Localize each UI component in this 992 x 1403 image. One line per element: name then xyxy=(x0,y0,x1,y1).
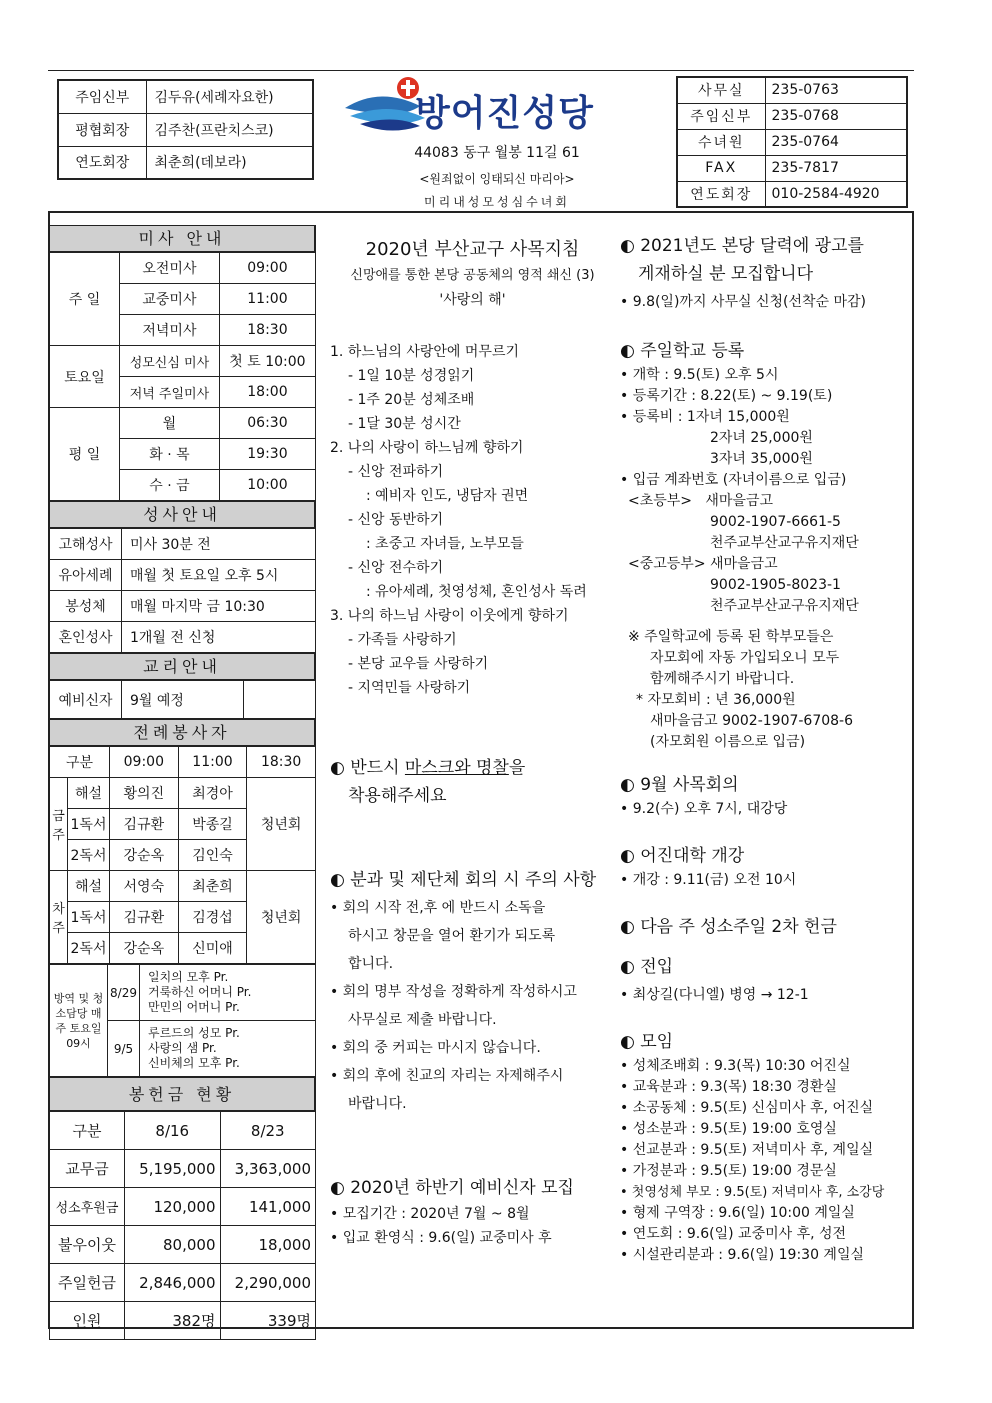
value: 235-0764 xyxy=(765,129,907,155)
church-name: 방어진성당 xyxy=(415,93,594,134)
cell: 오전미사 xyxy=(120,253,220,284)
meeting-title: ◐ 분과 및 제단체 회의 시 주의 사항 xyxy=(330,870,597,890)
cell: 해설 xyxy=(68,871,110,902)
cell: 최경아 xyxy=(178,778,247,809)
cell: 교중미사 xyxy=(120,284,220,315)
value: 최춘희(데보라) xyxy=(146,146,313,179)
cell: 18:30 xyxy=(219,315,315,346)
cell: 교무금 xyxy=(50,1150,125,1188)
patron: <원죄없이 잉태되신 마리아> xyxy=(419,172,575,186)
line: • 선교분과 : 9.5(토) 저녁미사 후, 계일실 xyxy=(620,1142,874,1158)
line: 1. 하느님의 사랑안에 머무르기 xyxy=(330,344,519,360)
cell: 강순옥 xyxy=(110,840,179,871)
liturgy-title: 전례봉사자 xyxy=(49,719,315,746)
cell: 9/5 xyxy=(108,1021,140,1077)
right-column xyxy=(620,232,910,1266)
top-rule xyxy=(48,70,914,71)
label: 평협회장 xyxy=(58,113,146,146)
line: 사랑의 샘 Pr. xyxy=(148,1041,217,1055)
cell: 예비신자 xyxy=(50,681,122,719)
mass-table xyxy=(49,252,316,501)
line: 2자녀 25,000원 xyxy=(710,430,813,446)
line: • 회의 중 커피는 마시지 않습니다. xyxy=(330,1040,541,1056)
calendar-title: ◐ 2021년도 본당 달력에 광고를 xyxy=(620,236,864,256)
line: • 소공동체 : 9.5(토) 신심미사 후, 어진실 xyxy=(620,1100,874,1116)
cell: 김규환 xyxy=(110,902,179,933)
line: - 신앙 동반하기 xyxy=(348,512,444,528)
line: • 9.2(수) 오후 7시, 대강당 xyxy=(620,801,788,817)
value: 010-2584-4920 xyxy=(765,181,907,207)
line: 2. 나의 사랑이 하느님께 향하기 xyxy=(330,440,524,456)
cell: 월 xyxy=(120,408,220,439)
collection-title: ◐ 다음 주 성소주일 2차 헌금 xyxy=(620,917,837,937)
line: • 등록비 : 1자녀 15,000원 xyxy=(620,409,790,425)
line: • 회의 후에 친교의 자리는 자제해주시 xyxy=(330,1068,564,1084)
mask-notice: ◐ 반드시 마스크와 명찰을 xyxy=(330,758,526,778)
line: - 지역민들 사랑하기 xyxy=(348,680,471,696)
line: 합니다. xyxy=(348,956,394,972)
value: 김두유(세례자요한) xyxy=(146,80,313,113)
cell: 인원 xyxy=(50,1302,125,1340)
label: 연도회장 xyxy=(677,181,765,207)
cell: 3,363,000 xyxy=(220,1150,316,1188)
label: 수녀원 xyxy=(677,129,765,155)
line: - 신앙 전수하기 xyxy=(348,560,444,576)
cell: 황의진 xyxy=(110,778,179,809)
line: - 1달 30분 성시간 xyxy=(348,416,461,432)
line: 천주교부산교구유지재단 xyxy=(710,535,859,551)
cell: 해설 xyxy=(68,778,110,809)
cell: 06:30 xyxy=(219,408,315,439)
value: 235-0763 xyxy=(765,77,907,103)
line: • 첫영성체 부모 : 9.5(토) 저녁미사 후, 소강당 xyxy=(620,1185,885,1200)
line: • 교육분과 : 9.3(목) 18:30 경환실 xyxy=(620,1079,837,1095)
cell: 2독서 xyxy=(68,840,110,871)
college-title: ◐ 어진대학 개강 xyxy=(620,846,745,866)
label: 연도회장 xyxy=(58,146,146,179)
cell: 유아세례 xyxy=(50,560,122,591)
line: * 자모회비 : 년 36,000원 xyxy=(636,692,796,708)
cell: 김경섭 xyxy=(178,902,247,933)
line: <중고등부> 새마을금고 xyxy=(628,556,778,572)
cell: 성소후원금 xyxy=(50,1188,125,1226)
cell: 김인숙 xyxy=(178,840,247,871)
cell: 차주 xyxy=(50,871,68,964)
line: • 시설관리분과 : 9.6(일) 19:30 계일실 xyxy=(620,1247,864,1263)
line: 하시고 창문을 열어 환기가 되도록 xyxy=(348,928,556,944)
cell: 구분 xyxy=(50,1112,125,1150)
cell: 9월 예정 xyxy=(122,681,244,719)
cell: 미사 30분 전 xyxy=(122,529,316,560)
offering-table xyxy=(49,1111,316,1340)
address: 44083 동구 월봉 11길 61 xyxy=(414,145,580,161)
cell: 09:00 xyxy=(110,747,179,778)
cell: 1독서 xyxy=(68,902,110,933)
line: 신비체의 모후 Pr. xyxy=(148,1056,240,1070)
line: • 등록기간 : 8.22(토) ~ 9.19(토) xyxy=(620,388,833,404)
cell: 서영숙 xyxy=(110,871,179,902)
line: • 성소분과 : 9.5(토) 19:00 호영실 xyxy=(620,1121,837,1137)
line: <초등부> 새마을금고 xyxy=(628,493,774,509)
line: : 초중고 자녀들, 노부모들 xyxy=(366,536,524,552)
contact-table xyxy=(676,76,908,208)
cell: 1독서 xyxy=(68,809,110,840)
cell: 141,000 xyxy=(220,1188,316,1226)
cell: 18:00 xyxy=(219,377,315,408)
line: • 입금 계좌번호 (자녀이름으로 입금) xyxy=(620,472,847,488)
line: - 1일 10분 성경읽기 xyxy=(348,368,475,384)
line: • 모집기간 : 2020년 7월 ~ 8월 xyxy=(330,1206,530,1222)
label: 평 일 xyxy=(50,408,120,501)
cell: 2독서 xyxy=(68,933,110,964)
line: 일치의 모후 Pr. xyxy=(148,970,229,984)
cell: 80,000 xyxy=(125,1226,221,1264)
cell: 신미애 xyxy=(178,933,247,964)
label: 토요일 xyxy=(50,346,120,408)
mass-title: 미사 안내 xyxy=(49,225,315,252)
pastoral-title: 2020년 부산교구 사목지침 xyxy=(365,239,580,260)
cell: 청년회 xyxy=(247,778,316,871)
cell: 09:00 xyxy=(219,253,315,284)
value: 김주찬(프란치스코) xyxy=(146,113,313,146)
offering-title: 봉헌금 현황 xyxy=(49,1077,315,1111)
cell: 19:30 xyxy=(219,439,315,470)
cell: 18,000 xyxy=(220,1226,316,1264)
line: • 연도회 : 9.6(일) 교중미사 후, 성전 xyxy=(620,1226,847,1242)
line: 만민의 어머니 Pr. xyxy=(148,1000,240,1014)
cell: 매월 첫 토요일 오후 5시 xyxy=(122,560,316,591)
cell: 8/23 xyxy=(220,1112,316,1150)
doctrine-title: 교리안내 xyxy=(49,653,315,680)
line: - 1주 20분 성체조배 xyxy=(348,392,475,408)
cell: 봉성체 xyxy=(50,591,122,622)
cell: 혼인성사 xyxy=(50,622,122,653)
pastoral-theme: '사랑의 해' xyxy=(439,292,506,308)
line: • 입교 환영식 : 9.6(일) 교중미사 후 xyxy=(330,1230,552,1246)
line: • 형제 구역장 : 9.6(일) 10:00 계일실 xyxy=(620,1205,855,1221)
line: 9002-1907-6661-5 xyxy=(710,514,841,530)
line: 3. 나의 하느님 사랑이 이웃에게 향하기 xyxy=(330,608,569,624)
line: • 9.8(일)까지 사무실 신청(선착순 마감) xyxy=(620,294,866,310)
line: • 회의 시작 전,후 에 반드시 소독을 xyxy=(330,900,546,916)
line: 천주교부산교구유지재단 xyxy=(710,598,859,614)
cell: 339명 xyxy=(220,1302,316,1340)
cell: 불우이웃 xyxy=(50,1226,125,1264)
cell: 2,290,000 xyxy=(220,1264,316,1302)
cell: 5,195,000 xyxy=(125,1150,221,1188)
label: 사무실 xyxy=(677,77,765,103)
line: • 회의 명부 작성을 정확하게 작성하시고 xyxy=(330,984,577,1000)
cleaning-table xyxy=(49,964,316,1077)
cell: 120,000 xyxy=(125,1188,221,1226)
doctrine-table xyxy=(49,680,316,719)
middle-column xyxy=(330,232,615,1250)
cell: 청년회 xyxy=(247,871,316,964)
line: ※ 주일학교에 등록 된 학부모들은 xyxy=(628,629,834,645)
line: 새마을금고 9002-1907-6708-6 xyxy=(650,713,854,729)
label: 주 일 xyxy=(50,253,120,346)
cell: 첫 토 10:00 xyxy=(219,346,315,377)
line: : 예비자 인도, 냉담자 권면 xyxy=(366,488,529,504)
cell: 고해성사 xyxy=(50,529,122,560)
cell: 10:00 xyxy=(219,470,315,501)
cell: 8/29 xyxy=(108,965,140,1021)
line: • 가정분과 : 9.5(토) 19:00 경문실 xyxy=(620,1163,837,1179)
line: : 유아세례, 첫영성체, 혼인성사 독려 xyxy=(366,584,587,600)
meetings-title: ◐ 모임 xyxy=(620,1032,674,1052)
line: 거룩하신 어머니 Pr. xyxy=(148,985,252,999)
calendar-title-2: 게재하실 분 모집합니다 xyxy=(638,264,814,284)
cell: 2,846,000 xyxy=(125,1264,221,1302)
liturgy-table xyxy=(49,746,316,964)
line: 바랍니다. xyxy=(348,1096,407,1112)
cell: 성모신심 미사 xyxy=(120,346,220,377)
sunday-school-title: ◐ 주일학교 등록 xyxy=(620,341,745,361)
line: 자모회에 자동 가입되오니 모두 xyxy=(650,650,840,666)
cell: 수 · 금 xyxy=(120,470,220,501)
line: 함께해주시기 바랍니다. xyxy=(650,671,795,687)
cell: 박종길 xyxy=(178,809,247,840)
label: FAX xyxy=(677,155,765,181)
catechumen-title: ◐ 2020년 하반기 예비신자 모집 xyxy=(330,1178,574,1198)
cell: 주일헌금 xyxy=(50,1264,125,1302)
line: 9002-1905-8023-1 xyxy=(710,577,841,593)
pastoral-subtitle: 신망애를 통한 본당 공동체의 영적 쇄신 (3) xyxy=(350,268,595,283)
cell: 최춘희 xyxy=(178,871,247,902)
cell: 11:00 xyxy=(219,284,315,315)
left-column xyxy=(49,225,316,1329)
cell: 8/16 xyxy=(125,1112,221,1150)
cell: 저녁미사 xyxy=(120,315,220,346)
cell: 382명 xyxy=(125,1302,221,1340)
line: - 신앙 전파하기 xyxy=(348,464,444,480)
sacrament-table xyxy=(49,528,316,653)
cell: 강순옥 xyxy=(110,933,179,964)
line: 사무실로 제출 바랍니다. xyxy=(348,1012,497,1028)
sisters: 미리내성모성심수녀회 xyxy=(424,195,570,209)
cell: 저녁 주일미사 xyxy=(120,377,220,408)
line: - 가족들 사랑하기 xyxy=(348,632,457,648)
line: 루르드의 성모 Pr. xyxy=(148,1026,240,1040)
line: • 성체조배회 : 9.3(목) 10:30 어진실 xyxy=(620,1058,851,1074)
cell: 11:00 xyxy=(178,747,247,778)
cell: 구분 xyxy=(50,747,110,778)
mask-notice-2: 착용해주세요 xyxy=(348,786,447,806)
cell xyxy=(244,681,316,719)
cell: 매월 마지막 금 10:30 xyxy=(122,591,316,622)
cell: 방역 및 청소담당 매주 토요일 09시 xyxy=(50,965,108,1077)
label: 주임신부 xyxy=(58,80,146,113)
cell: 1개월 전 신청 xyxy=(122,622,316,653)
cell: 18:30 xyxy=(247,747,316,778)
clergy-table xyxy=(57,79,314,180)
value: 235-0768 xyxy=(765,103,907,129)
cell: 금주 xyxy=(50,778,68,871)
label: 주임신부 xyxy=(677,103,765,129)
line: (자모회원 이름으로 입금) xyxy=(650,734,806,750)
line: - 본당 교우들 사랑하기 xyxy=(348,656,489,672)
cell: 화 · 목 xyxy=(120,439,220,470)
sacrament-title: 성사안내 xyxy=(49,501,315,528)
cell: 김규환 xyxy=(110,809,179,840)
line: • 개강 : 9.11(금) 오전 10시 xyxy=(620,872,797,888)
transfer-title: ◐ 전입 xyxy=(620,957,674,977)
line: • 개학 : 9.5(토) 오후 5시 xyxy=(620,367,779,383)
council-title: ◐ 9월 사목회의 xyxy=(620,775,739,795)
line: • 최상길(다니엘) 병영 → 12-1 xyxy=(620,987,809,1003)
value: 235-7817 xyxy=(765,155,907,181)
line: 3자녀 35,000원 xyxy=(710,451,813,467)
